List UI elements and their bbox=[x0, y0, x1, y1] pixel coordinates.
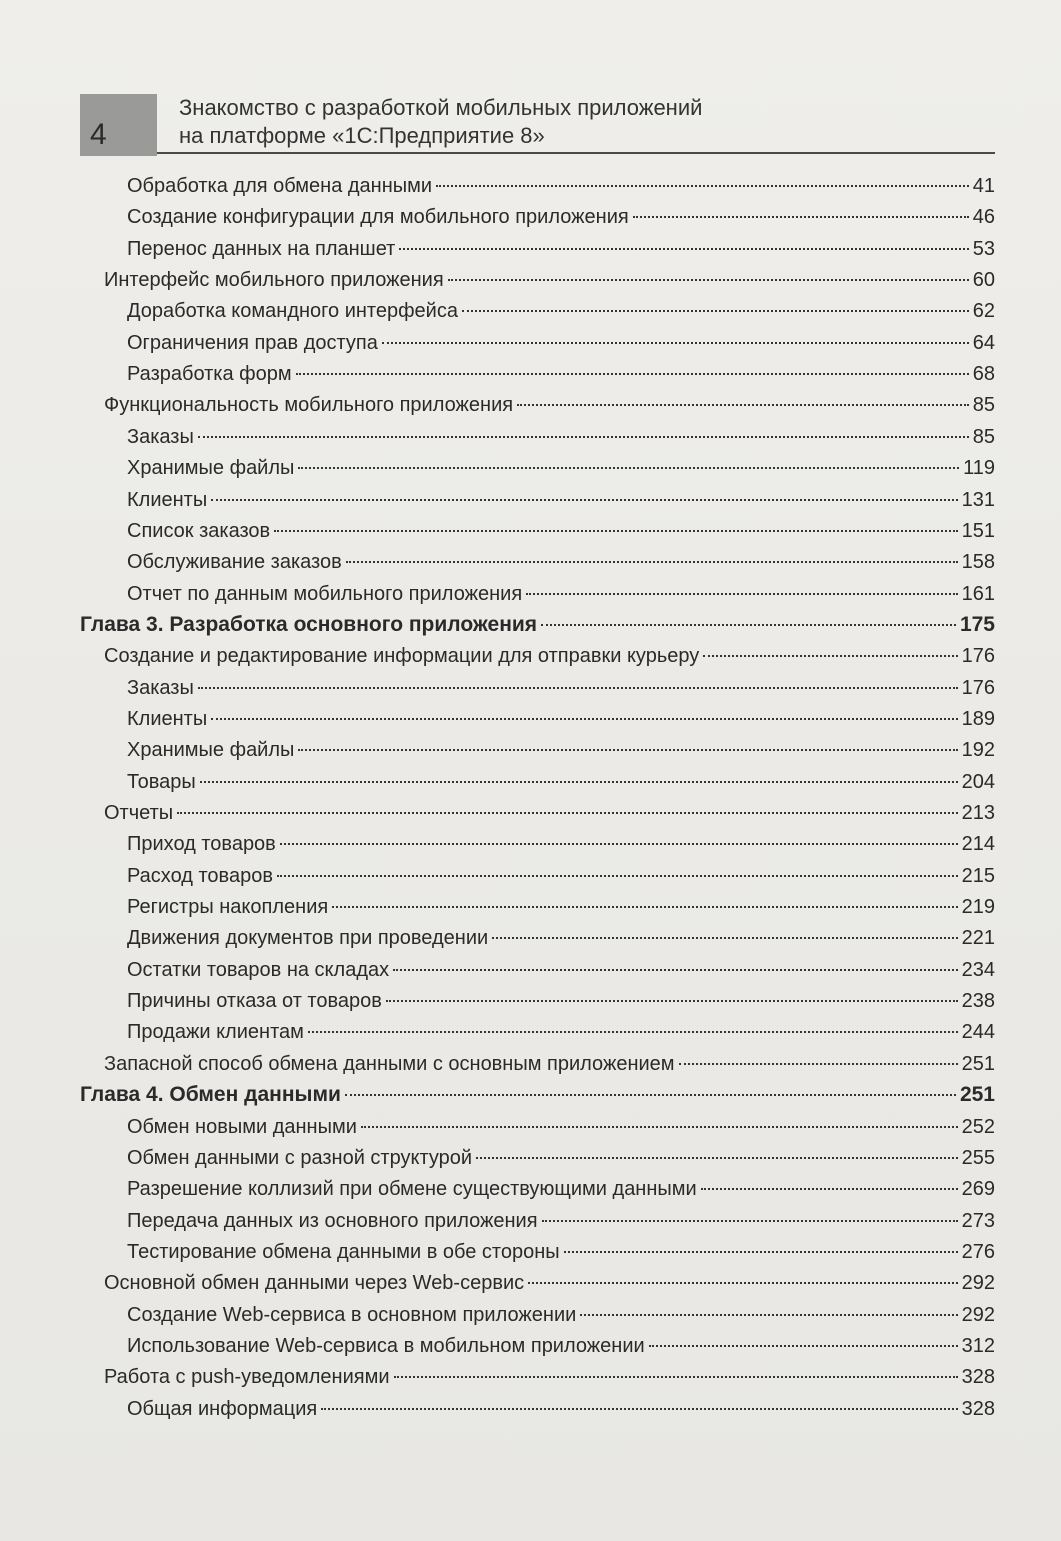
running-head-line-2: на платформе «1С:Предприятие 8» bbox=[179, 123, 545, 148]
toc-entry-page: 151 bbox=[961, 520, 995, 542]
toc-entry-page: 255 bbox=[961, 1147, 995, 1169]
page-number: 4 bbox=[90, 118, 107, 151]
toc-row bbox=[127, 360, 995, 388]
toc-chapter-row bbox=[80, 611, 995, 639]
toc-row bbox=[104, 1269, 995, 1297]
toc-leader-dots bbox=[394, 1376, 958, 1378]
toc-entry-title: Запасной способ обмена данными с основным приложением bbox=[104, 1053, 675, 1075]
header-rule bbox=[157, 152, 995, 154]
toc-entry-title: Создание и редактирование информации для отправки курьеру bbox=[104, 645, 700, 667]
toc-row bbox=[127, 674, 995, 702]
toc-leader-dots bbox=[564, 1251, 958, 1253]
toc-entry-title: Создание Web-сервиса в основном приложении bbox=[127, 1304, 577, 1326]
toc-entry-page: 328 bbox=[961, 1366, 995, 1388]
toc-leader-dots bbox=[399, 248, 968, 250]
toc-entry-page: 41 bbox=[972, 175, 995, 197]
toc-row bbox=[127, 297, 995, 325]
toc-entry-page: 238 bbox=[961, 990, 995, 1012]
toc-entry-page: 244 bbox=[961, 1021, 995, 1043]
toc-leader-dots bbox=[296, 373, 969, 375]
toc-leader-dots bbox=[701, 1188, 958, 1190]
toc-leader-dots bbox=[476, 1157, 958, 1159]
toc-entry-title: Приход товаров bbox=[127, 833, 276, 855]
toc-leader-dots bbox=[526, 593, 957, 595]
toc-entry-title: Использование Web-сервиса в мобильном приложении bbox=[127, 1335, 645, 1357]
toc-row bbox=[127, 172, 995, 200]
toc-entry-page: 131 bbox=[961, 489, 995, 511]
toc-leader-dots bbox=[462, 310, 969, 312]
toc-entry-title: Клиенты bbox=[127, 708, 208, 730]
toc-row bbox=[127, 486, 995, 514]
toc-entry-title: Обмен данными с разной структурой bbox=[127, 1147, 473, 1169]
toc-row bbox=[104, 391, 995, 419]
toc-entry-title: Движения документов при проведении bbox=[127, 927, 489, 949]
toc-entry-page: 221 bbox=[961, 927, 995, 949]
toc-row bbox=[127, 423, 995, 451]
toc-row bbox=[127, 548, 995, 576]
toc-row bbox=[127, 987, 995, 1015]
toc-leader-dots bbox=[580, 1314, 957, 1316]
toc-entry-page: 85 bbox=[972, 394, 995, 416]
toc-leader-dots bbox=[200, 781, 958, 783]
toc-row bbox=[127, 1018, 995, 1046]
toc-entry-title: Основной обмен данными через Web-сервис bbox=[104, 1272, 525, 1294]
toc-row bbox=[127, 580, 995, 608]
toc-entry-title: Отчет по данным мобильного приложения bbox=[127, 583, 523, 605]
toc-row bbox=[127, 1113, 995, 1141]
toc-leader-dots bbox=[703, 655, 957, 657]
toc-entry-page: 276 bbox=[961, 1241, 995, 1263]
toc-entry-page: 68 bbox=[972, 363, 995, 385]
toc-row bbox=[104, 642, 995, 670]
toc-entry-title: Остатки товаров на складах bbox=[127, 959, 390, 981]
toc-row bbox=[127, 830, 995, 858]
toc-entry-title: Причины отказа от товаров bbox=[127, 990, 382, 1012]
toc-leader-dots bbox=[649, 1345, 958, 1347]
toc-leader-dots bbox=[393, 969, 958, 971]
toc-leader-dots bbox=[517, 404, 969, 406]
toc-row bbox=[127, 1144, 995, 1172]
toc-entry-title: Заказы bbox=[127, 426, 194, 448]
toc-entry-page: 251 bbox=[961, 1053, 995, 1075]
toc-leader-dots bbox=[177, 812, 957, 814]
toc-entry-title: Передача данных из основного приложения bbox=[127, 1210, 538, 1232]
toc-row bbox=[104, 1050, 995, 1078]
toc-leader-dots bbox=[346, 561, 958, 563]
toc-row bbox=[127, 329, 995, 357]
toc-entry-page: 176 bbox=[961, 645, 995, 667]
toc-leader-dots bbox=[542, 1220, 958, 1222]
toc-entry-page: 273 bbox=[961, 1210, 995, 1232]
toc-entry-title: Товары bbox=[127, 771, 196, 793]
toc-leader-dots bbox=[198, 687, 958, 689]
page-number-box bbox=[80, 94, 157, 156]
toc-leader-dots bbox=[382, 342, 969, 344]
toc-leader-dots bbox=[332, 906, 957, 908]
toc-entry-page: 62 bbox=[972, 300, 995, 322]
toc-row bbox=[127, 893, 995, 921]
toc-entry-page: 64 bbox=[972, 332, 995, 354]
toc-entry-title: Заказы bbox=[127, 677, 194, 699]
toc-chapter-row bbox=[80, 1081, 995, 1109]
toc-entry-title: Отчеты bbox=[104, 802, 174, 824]
toc-entry-page: 269 bbox=[961, 1178, 995, 1200]
toc-entry-page: 292 bbox=[961, 1272, 995, 1294]
toc-leader-dots bbox=[321, 1408, 957, 1410]
toc-entry-title: Общая информация bbox=[127, 1398, 318, 1420]
toc-leader-dots bbox=[198, 436, 969, 438]
toc-entry-title: Разрешение коллизий при обмене существующими данными bbox=[127, 1178, 697, 1200]
toc-row bbox=[127, 1301, 995, 1329]
toc-entry-page: 214 bbox=[961, 833, 995, 855]
toc-entry-title: Доработка командного интерфейса bbox=[127, 300, 458, 322]
toc-entry-title: Ограничения прав доступа bbox=[127, 332, 378, 354]
toc-entry-title: Список заказов bbox=[127, 520, 271, 542]
toc-entry-page: 204 bbox=[961, 771, 995, 793]
toc-row bbox=[127, 924, 995, 952]
toc-row bbox=[104, 266, 995, 294]
toc-leader-dots bbox=[448, 279, 969, 281]
toc-leader-dots bbox=[211, 499, 957, 501]
toc-row bbox=[127, 235, 995, 263]
toc-row bbox=[127, 1238, 995, 1266]
toc-entry-page: 53 bbox=[972, 238, 995, 260]
toc-entry-title: Обслуживание заказов bbox=[127, 551, 342, 573]
toc-row bbox=[127, 1395, 995, 1423]
toc-leader-dots bbox=[345, 1094, 956, 1096]
toc-entry-page: 158 bbox=[961, 551, 995, 573]
toc-entry-title: Продажи клиентам bbox=[127, 1021, 304, 1043]
toc-entry-title: Обмен новыми данными bbox=[127, 1116, 357, 1138]
toc-entry-page: 176 bbox=[961, 677, 995, 699]
toc-row bbox=[127, 454, 995, 482]
toc-entry-page: 161 bbox=[961, 583, 995, 605]
toc-entry-title: Хранимые файлы bbox=[127, 739, 295, 761]
toc-row bbox=[104, 799, 995, 827]
toc-entry-page: 252 bbox=[961, 1116, 995, 1138]
toc-entry-title: Регистры накопления bbox=[127, 896, 329, 918]
toc-row bbox=[127, 862, 995, 890]
running-head-line-1: Знакомство с разработкой мобильных приложений bbox=[179, 95, 703, 120]
toc-row bbox=[127, 203, 995, 231]
toc-entry-page: 85 bbox=[972, 426, 995, 448]
toc-leader-dots bbox=[298, 749, 957, 751]
toc-entry-title: Работа с push-уведомлениями bbox=[104, 1366, 390, 1388]
toc-leader-dots bbox=[361, 1126, 958, 1128]
toc-entry-page: 119 bbox=[963, 457, 995, 479]
toc-entry-title: Клиенты bbox=[127, 489, 208, 511]
toc-leader-dots bbox=[436, 185, 969, 187]
toc-row bbox=[127, 1175, 995, 1203]
toc-leader-dots bbox=[679, 1063, 958, 1065]
toc-row bbox=[127, 705, 995, 733]
toc-entry-title: Глава 3. Разработка основного приложения bbox=[80, 613, 538, 636]
toc-entry-page: 328 bbox=[961, 1398, 995, 1420]
toc-entry-page: 192 bbox=[961, 739, 995, 761]
toc-entry-title: Создание конфигурации для мобильного приложения bbox=[127, 206, 629, 228]
toc-leader-dots bbox=[386, 1000, 958, 1002]
toc-entry-title: Глава 4. Обмен данными bbox=[80, 1083, 341, 1106]
toc-entry-page: 292 bbox=[961, 1304, 995, 1326]
toc-entry-page: 60 bbox=[972, 269, 995, 291]
toc-entry-title: Разработка форм bbox=[127, 363, 292, 385]
toc-entry-title: Функциональность мобильного приложения bbox=[104, 394, 514, 416]
toc-leader-dots bbox=[541, 624, 956, 626]
toc-entry-page: 312 bbox=[961, 1335, 995, 1357]
toc-leader-dots bbox=[492, 937, 957, 939]
toc-entry-page: 46 bbox=[972, 206, 995, 228]
toc-entry-title: Тестирование обмена данными в обе стороны bbox=[127, 1241, 560, 1263]
toc-leader-dots bbox=[274, 530, 957, 532]
toc-leader-dots bbox=[528, 1282, 957, 1284]
toc-row bbox=[104, 1363, 995, 1391]
toc-entry-title: Интерфейс мобильного приложения bbox=[104, 269, 444, 291]
toc-entry-page: 175 bbox=[959, 613, 995, 636]
toc-row bbox=[127, 956, 995, 984]
toc-entry-page: 215 bbox=[961, 865, 995, 887]
toc-row bbox=[127, 517, 995, 545]
toc-leader-dots bbox=[280, 843, 958, 845]
toc-entry-page: 234 bbox=[961, 959, 995, 981]
toc-row bbox=[127, 768, 995, 796]
toc-leader-dots bbox=[211, 718, 957, 720]
toc-leader-dots bbox=[298, 467, 959, 469]
toc-row bbox=[127, 736, 995, 764]
toc-row bbox=[127, 1207, 995, 1235]
toc-leader-dots bbox=[277, 875, 958, 877]
running-head bbox=[179, 94, 702, 150]
toc-entry-page: 213 bbox=[961, 802, 995, 824]
toc-leader-dots bbox=[633, 216, 969, 218]
toc-entry-page: 219 bbox=[961, 896, 995, 918]
toc-entry-page: 189 bbox=[961, 708, 995, 730]
toc-entry-title: Расход товаров bbox=[127, 865, 273, 887]
toc-entry-title: Хранимые файлы bbox=[127, 457, 295, 479]
toc-entry-title: Обработка для обмена данными bbox=[127, 175, 433, 197]
toc-entry-page: 251 bbox=[959, 1083, 995, 1106]
toc-entry-title: Перенос данных на планшет bbox=[127, 238, 396, 260]
toc-leader-dots bbox=[308, 1031, 958, 1033]
toc-row bbox=[127, 1332, 995, 1360]
